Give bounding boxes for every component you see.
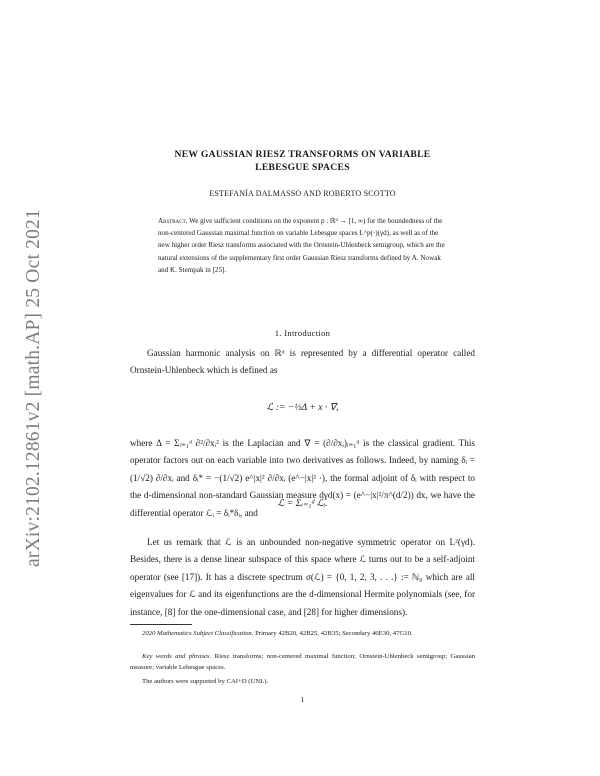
paragraph-2: where Δ = Σᵢ₌₁ᵈ ∂²/∂xᵢ² is the Laplacian and ∇ = (∂/∂xᵢ)ᵢ₌₁ᵈ is the classical gradient. This operator factors out on each variable into two derivatives as follows. Indeed, by naming δᵢ = (1/√2) ∂/∂xᵢ and δᵢ* = −(1/√2) e^|x|² ∂/∂xᵢ (e^−|x|² ·), the formal adjoint of δᵢ with respect to the d-dimensional non-standard Gaussian measure dγd(x) = (e^−|x|²/π^(d/2)) dx, we have the differential operator ℒᵢ = δᵢ*δᵢ, and	[130, 438, 475, 518]
footnote-funding: The authors were supported by CAI+D (UNL).	[142, 678, 269, 685]
footnote-keywords	[130, 652, 475, 673]
section-heading: 1. Introduction	[274, 328, 331, 338]
equation-1: ℒ := −½Δ + x · ∇,	[266, 402, 339, 413]
paragraph-3: Let us remark that ℒ is an unbounded non-negative symmetric operator on L²(γd). Besides, there is a dense linear subspace of this space where ℒ turns out to be a self-adjoint operator (see [17]). It has a discrete spectrum σ(ℒ) = {0, 1, 2, 3, . . .} := ℕ₀ which are all eigenvalues for ℒ and its eigenfunctions are the d-dimensional Hermite polynomials (see, for instance, [8] for the one-dimensional case, and [28] for higher dimensions).	[130, 537, 475, 617]
arxiv-stamp: arXiv:2102.12861v2 [math.AP] 25 Oct 2021	[23, 209, 44, 567]
abstract-text: We give sufficient conditions on the exponent p : ℝᵈ → [1, ∞) for the boundedness of the non-centered Gaussian maximal function on variable Lebesgue spaces L^p(·)(γd), as well as of the new higher order Riesz transforms associated with the Ornstein-Uhlenbeck semigroup, which are the natural extensions of the supplementary first order Gaussian Riesz transforms defined by A. Nowak and K. Stempak in [25].	[158, 217, 445, 274]
footnote-rule	[130, 624, 192, 625]
abstract-label: Abstract.	[158, 217, 188, 225]
title-line-2: LEBESGUE SPACES	[255, 162, 350, 173]
footnote-msc-text: Primary 42B20, 42B25, 42B35; Secondary 46E30, 47G10.	[255, 630, 413, 637]
footnote-keywords-label: Key words and phrases.	[142, 653, 212, 660]
footnote-msc-label: 2020 Mathematics Subject Classification.	[142, 630, 254, 637]
abstract	[158, 215, 447, 276]
arxiv-stamp-container	[14, 0, 54, 776]
footnote-keywords-text: Riesz transforms; non-centered maximal function; Ornstein-Uhlenbeck semigroup; Gaussian measure; variable Lebesgue spaces.	[130, 653, 476, 671]
page-number: 1	[300, 695, 305, 704]
paper-title	[130, 148, 475, 174]
title-line-1: NEW GAUSSIAN RIESZ TRANSFORMS ON VARIABLE	[174, 149, 431, 160]
footnote-msc	[130, 629, 475, 640]
authors: ESTEFANÍA DALMASSO AND ROBERTO SCOTTO	[209, 189, 396, 198]
paragraph-1: Gaussian harmonic analysis on ℝᵈ is represented by a differential operator called Ornstein-Uhlenbeck which is defined as	[130, 348, 475, 376]
equation-2: ℒ = Σᵢ₌₁ᵈ ℒᵢ.	[277, 498, 328, 509]
